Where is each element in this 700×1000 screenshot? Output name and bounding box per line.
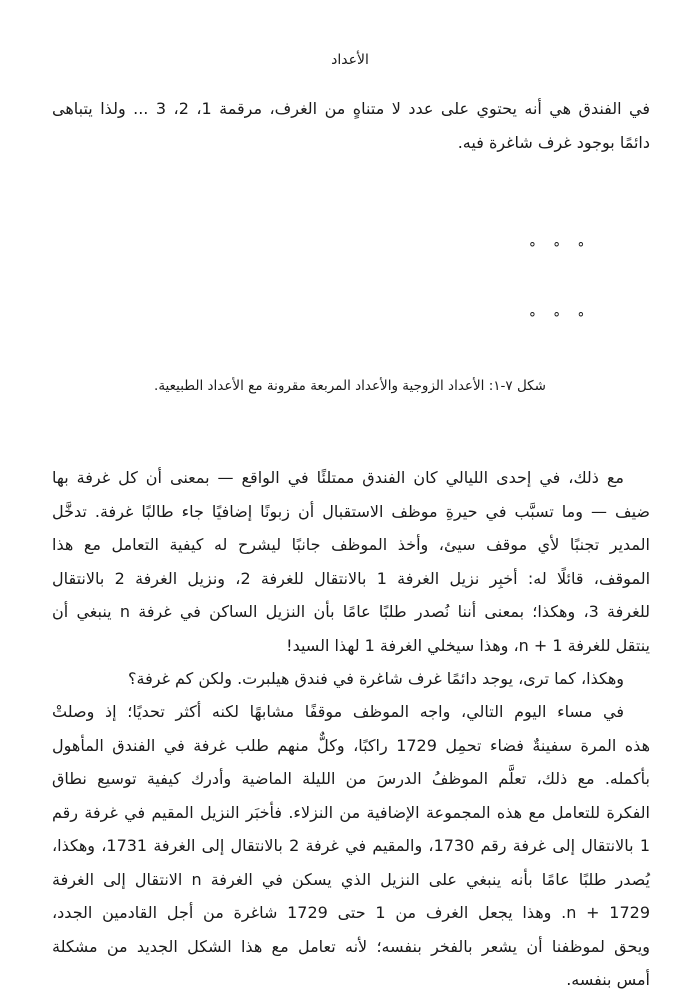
paragraph-line: وهكذا، كما ترى، يوجد دائمًا غرف شاغرة في فندق هيلبرت. ولكن كم غرفة؟ xyxy=(128,669,624,688)
figure-caption: شكل ٧-١: الأعداد الزوجية والأعداد المربعة مقرونة مع الأعداد الطبيعية. xyxy=(154,378,546,394)
paragraph-line: هذه المرة سفينةٌ فضاء تحمِل 1729 راكبًا، وكلٌّ منهم طلب غرفة في الفندق المأهول xyxy=(52,735,651,755)
paragraph-line: دائمًا بوجود غرف شاغرة فيه. xyxy=(457,132,650,152)
paragraph-line: 1 بالانتقال إلى غرفة رقم 1730، والمقيم في غرفة 2 بالانتقال إلى الغرفة 1731، وهكذا، xyxy=(52,836,650,855)
paragraph-line: في مساء اليوم التالي، واجه الموظف موقفًا مشابهًا لكنه أكثر تحديًا؛ إذ وصلتْ xyxy=(52,702,624,721)
paragraph-line: ويحق لموظفنا أن يشعر بالفخر بنفسه؛ لأنه تعامل مع هذا الشكل الجديد من مشكلة xyxy=(52,936,650,956)
lower-ellipsis: ∘ ∘ ∘ xyxy=(528,307,592,322)
paragraph-line: المدير تجنبًا لأي موقف سيئ، وأخذ الموظف جانبًا ليشرح له كيفية التعامل مع هذا xyxy=(52,535,650,554)
paragraph-line: n + 1729. وهذا يجعل الغرف من 1 حتى 1729 شاغرة من أجل القادمين الجدد، xyxy=(52,903,651,922)
paragraph-line: مع ذلك، في إحدى الليالي كان الفندق ممتلئًا في الواقع — بمعنى أن كل غرفة بها xyxy=(52,468,624,487)
paragraph-line: ضيف — وما تسبَّب في حيرةِ موظف الاستقبال أن زبونًا إضافيًا جاء طالبًا غرفة. تدخَّل xyxy=(52,501,650,521)
paragraph-line: ينتقل للغرفة n + 1، وهذا سيخلي الغرفة 1 لهذا السيد! xyxy=(286,635,650,655)
body-paragraph-3 xyxy=(52,695,650,997)
paragraph-line: في الفندق هي أنه يحتوي على عدد لا متناهٍ من الغرف، مرقمة 1، 2، 3 ... ولذا يتباهى xyxy=(52,99,651,118)
paragraph-line: الموقف، قائلًا له: أخبِر نزيل الغرفة 1 بالانتقال للغرفة 2، ونزيل الغرفة 2 بالانتقال xyxy=(52,568,651,588)
upper-ellipsis: ∘ ∘ ∘ xyxy=(528,237,592,252)
body-paragraph-2 xyxy=(52,662,650,696)
paragraph-line: أمس بنفسه. xyxy=(566,970,650,989)
paragraph-line: بأكمله. مع ذلك، تعلَّم الموظفُ الدرسَ من الليلة الماضية وأدرك كيفية توسيع نطاق xyxy=(52,769,650,788)
body-paragraph-1 xyxy=(52,461,650,662)
paragraph-line: للغرفة 3، وهكذا؛ بمعنى أننا نُصدر طلبًا عامًا بأن النزيل الساكن في غرفة n ينبغي أن xyxy=(52,602,651,621)
paragraph-line: الفكرة للتعامل مع هذه المجموعة الإضافية من النزلاء. فأخبَر النزيل المقيم في غرفة رقم xyxy=(52,802,650,822)
paragraph-line: يُصدر طلبًا عامًا بأنه ينبغي على النزيل الذي يسكن في الغرفة n الانتقال إلى الغرفة xyxy=(52,869,651,889)
running-header: الأعداد xyxy=(331,52,369,68)
intro-paragraph xyxy=(52,92,650,159)
